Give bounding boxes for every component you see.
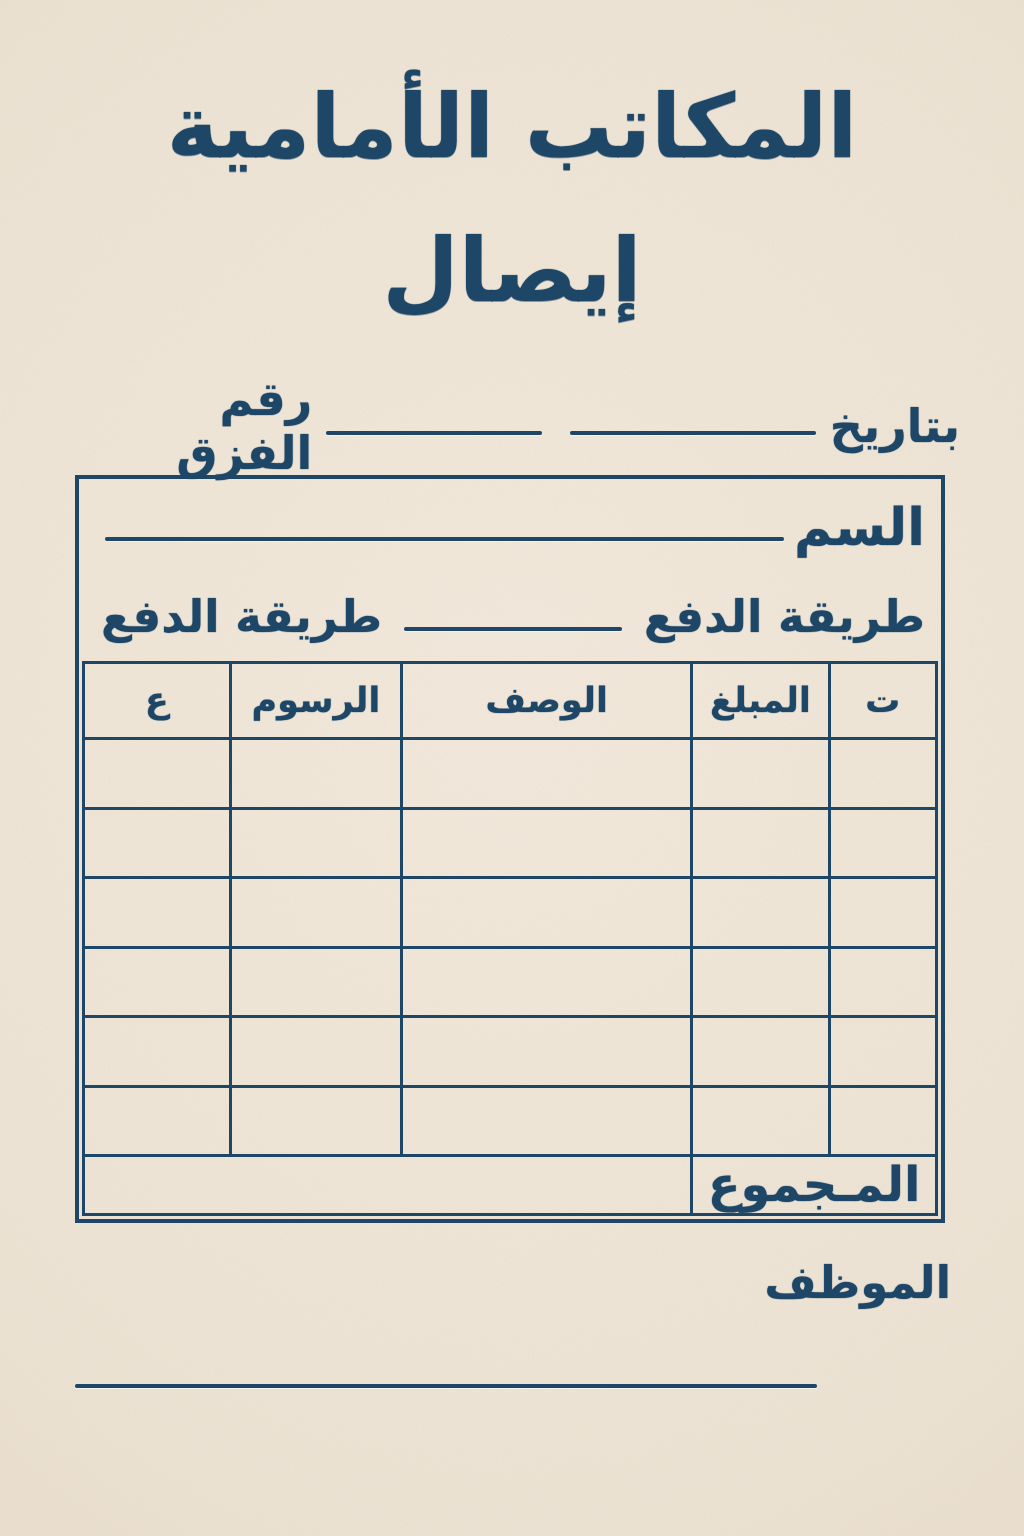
table-cell[interactable] — [829, 878, 936, 948]
date-number-row — [70, 372, 960, 480]
payment-method-label-secondary: طريقة الدفع — [101, 589, 383, 643]
column-header-number: ت — [829, 663, 936, 739]
table-cell[interactable] — [402, 739, 692, 809]
number-input-line[interactable] — [326, 431, 542, 435]
table-cell[interactable] — [230, 947, 401, 1017]
table-cell[interactable] — [692, 808, 829, 878]
date-input-line[interactable] — [570, 431, 816, 435]
total-row — [84, 1156, 937, 1215]
total-label-cell: المـجموع — [692, 1156, 937, 1215]
table-row — [84, 1086, 937, 1156]
table-cell[interactable] — [692, 947, 829, 1017]
items-table-wrap — [82, 661, 938, 1216]
table-cell[interactable] — [829, 808, 936, 878]
payment-field-row — [101, 577, 925, 655]
table-cell[interactable] — [84, 1086, 231, 1156]
table-cell[interactable] — [692, 1086, 829, 1156]
table-cell[interactable] — [230, 1017, 401, 1087]
column-header-description: الوصف — [402, 663, 692, 739]
table-cell[interactable] — [84, 1017, 231, 1087]
table-cell[interactable] — [402, 878, 692, 948]
payment-method-label: طريقة الدفع — [643, 589, 925, 643]
date-label: بتاريخ — [829, 399, 960, 453]
table-cell[interactable] — [692, 739, 829, 809]
employee-signature-line[interactable] — [75, 1384, 817, 1388]
table-cell[interactable] — [230, 808, 401, 878]
page-title: المكاتب الأمامية — [166, 75, 858, 178]
table-cell[interactable] — [829, 1086, 936, 1156]
items-table — [82, 661, 938, 1216]
table-cell[interactable] — [230, 1086, 401, 1156]
number-label: رقم الفزق — [176, 372, 313, 480]
column-header-ayn: ع — [84, 663, 231, 739]
table-cell[interactable] — [402, 1017, 692, 1087]
table-cell[interactable] — [84, 878, 231, 948]
table-cell[interactable] — [692, 1017, 829, 1087]
table-cell[interactable] — [230, 878, 401, 948]
table-row — [84, 808, 937, 878]
table-cell[interactable] — [692, 878, 829, 948]
table-cell[interactable] — [829, 739, 936, 809]
table-cell[interactable] — [402, 808, 692, 878]
total-value-cell[interactable] — [84, 1156, 692, 1215]
table-row — [84, 878, 937, 948]
table-cell[interactable] — [402, 947, 692, 1017]
table-row — [84, 1017, 937, 1087]
receipt-form-box — [75, 475, 945, 1223]
table-cell[interactable] — [84, 808, 231, 878]
table-cell[interactable] — [829, 1017, 936, 1087]
employee-label: الموظف — [764, 1256, 951, 1309]
table-header-row — [84, 663, 937, 739]
table-cell[interactable] — [402, 1086, 692, 1156]
table-cell[interactable] — [829, 947, 936, 1017]
table-cell[interactable] — [230, 739, 401, 809]
table-cell[interactable] — [84, 947, 231, 1017]
payment-input-line[interactable] — [404, 627, 622, 631]
name-input-line[interactable] — [105, 537, 784, 541]
table-row — [84, 739, 937, 809]
column-header-fees: الرسوم — [230, 663, 401, 739]
column-header-amount: المبلغ — [692, 663, 829, 739]
page-subtitle: إيصال — [382, 219, 642, 322]
table-cell[interactable] — [84, 739, 231, 809]
name-label: السم — [793, 498, 925, 558]
table-row — [84, 947, 937, 1017]
name-field-row — [101, 489, 925, 567]
